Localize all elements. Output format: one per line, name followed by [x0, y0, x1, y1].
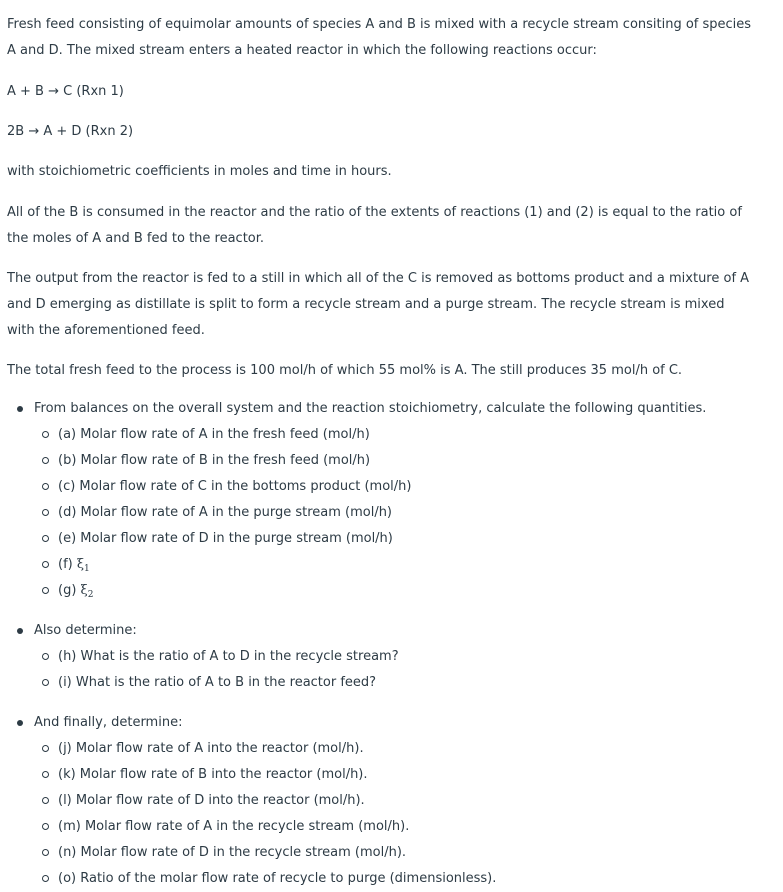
circle-bullet-icon — [42, 849, 49, 856]
bullet-icon — [17, 406, 23, 412]
section-heading: Also determine: — [34, 623, 137, 638]
section-ratios — [15, 618, 399, 696]
question-text: (b) Molar flow rate of B in the fresh feed (mol/h) — [58, 453, 371, 468]
question-text: (n) Molar flow rate of D in the recycle stream (mol/h). — [58, 845, 407, 860]
circle-bullet-icon — [42, 535, 49, 542]
sub-list-item — [41, 670, 399, 696]
reaction-2: 2B → A + D (Rxn 2) — [7, 124, 134, 139]
sub-list-item — [41, 422, 706, 448]
circle-bullet-icon — [42, 771, 49, 778]
sub-list — [41, 422, 706, 604]
extent-symbol-1: $\xi_1$ — [76, 557, 90, 574]
circle-bullet-icon — [42, 509, 49, 516]
list-item — [15, 396, 706, 422]
circle-bullet-icon — [42, 587, 49, 594]
process-description-paragraph: The output from the reactor is fed to a still in which all of the C is removed as bottoms product and a mixture of A and D emerging as distillate is split to form a recycle stream and a purge stream. The recycle stream is mixed with the aforementioned feed. — [7, 271, 750, 338]
sub-list-item — [41, 552, 706, 578]
section-heading: And finally, determine: — [34, 715, 183, 730]
question-text: (i) What is the ratio of A to B in the reactor feed? — [58, 675, 377, 690]
sub-list-item — [41, 814, 496, 840]
circle-bullet-icon — [42, 745, 49, 752]
circle-bullet-icon — [42, 561, 49, 568]
question-text: (j) Molar flow rate of A into the reactor (mol/h). — [58, 741, 364, 756]
circle-bullet-icon — [42, 431, 49, 438]
bullet-icon — [17, 720, 23, 726]
circle-bullet-icon — [42, 797, 49, 804]
extent-ratio-paragraph: All of the B is consumed in the reactor and the ratio of the extents of reactions (1) and (2) is equal to the ratio of the moles of A and B fed to the reactor. — [7, 205, 742, 246]
sub-list-item — [41, 762, 496, 788]
reaction-1: A + B → C (Rxn 1) — [7, 84, 124, 99]
sub-list — [41, 736, 496, 892]
circle-bullet-icon — [42, 483, 49, 490]
units-note: with stoichiometric coefficients in moles and time in hours. — [7, 164, 392, 179]
sub-list-item — [41, 840, 496, 866]
sub-list-item — [41, 500, 706, 526]
question-text: (h) What is the ratio of A to D in the recycle stream? — [58, 649, 399, 664]
question-text: (e) Molar flow rate of D in the purge stream (mol/h) — [58, 531, 393, 546]
question-text: (c) Molar flow rate of C in the bottoms product (mol/h) — [58, 479, 412, 494]
question-text: (a) Molar flow rate of A in the fresh feed (mol/h) — [58, 427, 370, 442]
sub-list — [41, 644, 399, 696]
sub-list-item — [41, 644, 399, 670]
question-text: (d) Molar flow rate of A in the purge stream (mol/h) — [58, 505, 393, 520]
bullet-icon — [17, 628, 23, 634]
sub-list-item — [41, 578, 706, 604]
question-text: (l) Molar flow rate of D into the reactor (mol/h). — [58, 793, 365, 808]
circle-bullet-icon — [42, 823, 49, 830]
circle-bullet-icon — [42, 679, 49, 686]
question-text: (k) Molar flow rate of B into the reactor (mol/h). — [58, 767, 368, 782]
question-text: (o) Ratio of the molar flow rate of recycle to purge (dimensionless). — [58, 871, 497, 886]
extent-symbol-2: $\xi_2$ — [80, 583, 94, 600]
sub-list-item — [41, 474, 706, 500]
sub-list-item — [41, 788, 496, 814]
section-reactor-flows — [15, 710, 496, 892]
intro-paragraph: Fresh feed consisting of equimolar amounts of species A and B is mixed with a recycle stream consiting of species A and D. The mixed stream enters a heated reactor in which the following reactions occur: — [7, 17, 752, 58]
question-label: (f) — [58, 557, 73, 572]
circle-bullet-icon — [42, 653, 49, 660]
list-item — [15, 618, 399, 644]
feed-spec-paragraph: The total fresh feed to the process is 100 mol/h of which 55 mol% is A. The still produces 35 mol/h of C. — [7, 363, 683, 378]
sub-list-item — [41, 866, 496, 892]
question-label: (g) — [58, 583, 77, 598]
section-overall-balances — [15, 396, 706, 604]
circle-bullet-icon — [42, 457, 49, 464]
sub-list-item — [41, 736, 496, 762]
list-item — [15, 710, 496, 736]
section-heading: From balances on the overall system and the reaction stoichiometry, calculate the following quantities. — [34, 401, 707, 416]
circle-bullet-icon — [42, 875, 49, 882]
sub-list-item — [41, 448, 706, 474]
sub-list-item — [41, 526, 706, 552]
question-text: (m) Molar flow rate of A in the recycle stream (mol/h). — [58, 819, 410, 834]
